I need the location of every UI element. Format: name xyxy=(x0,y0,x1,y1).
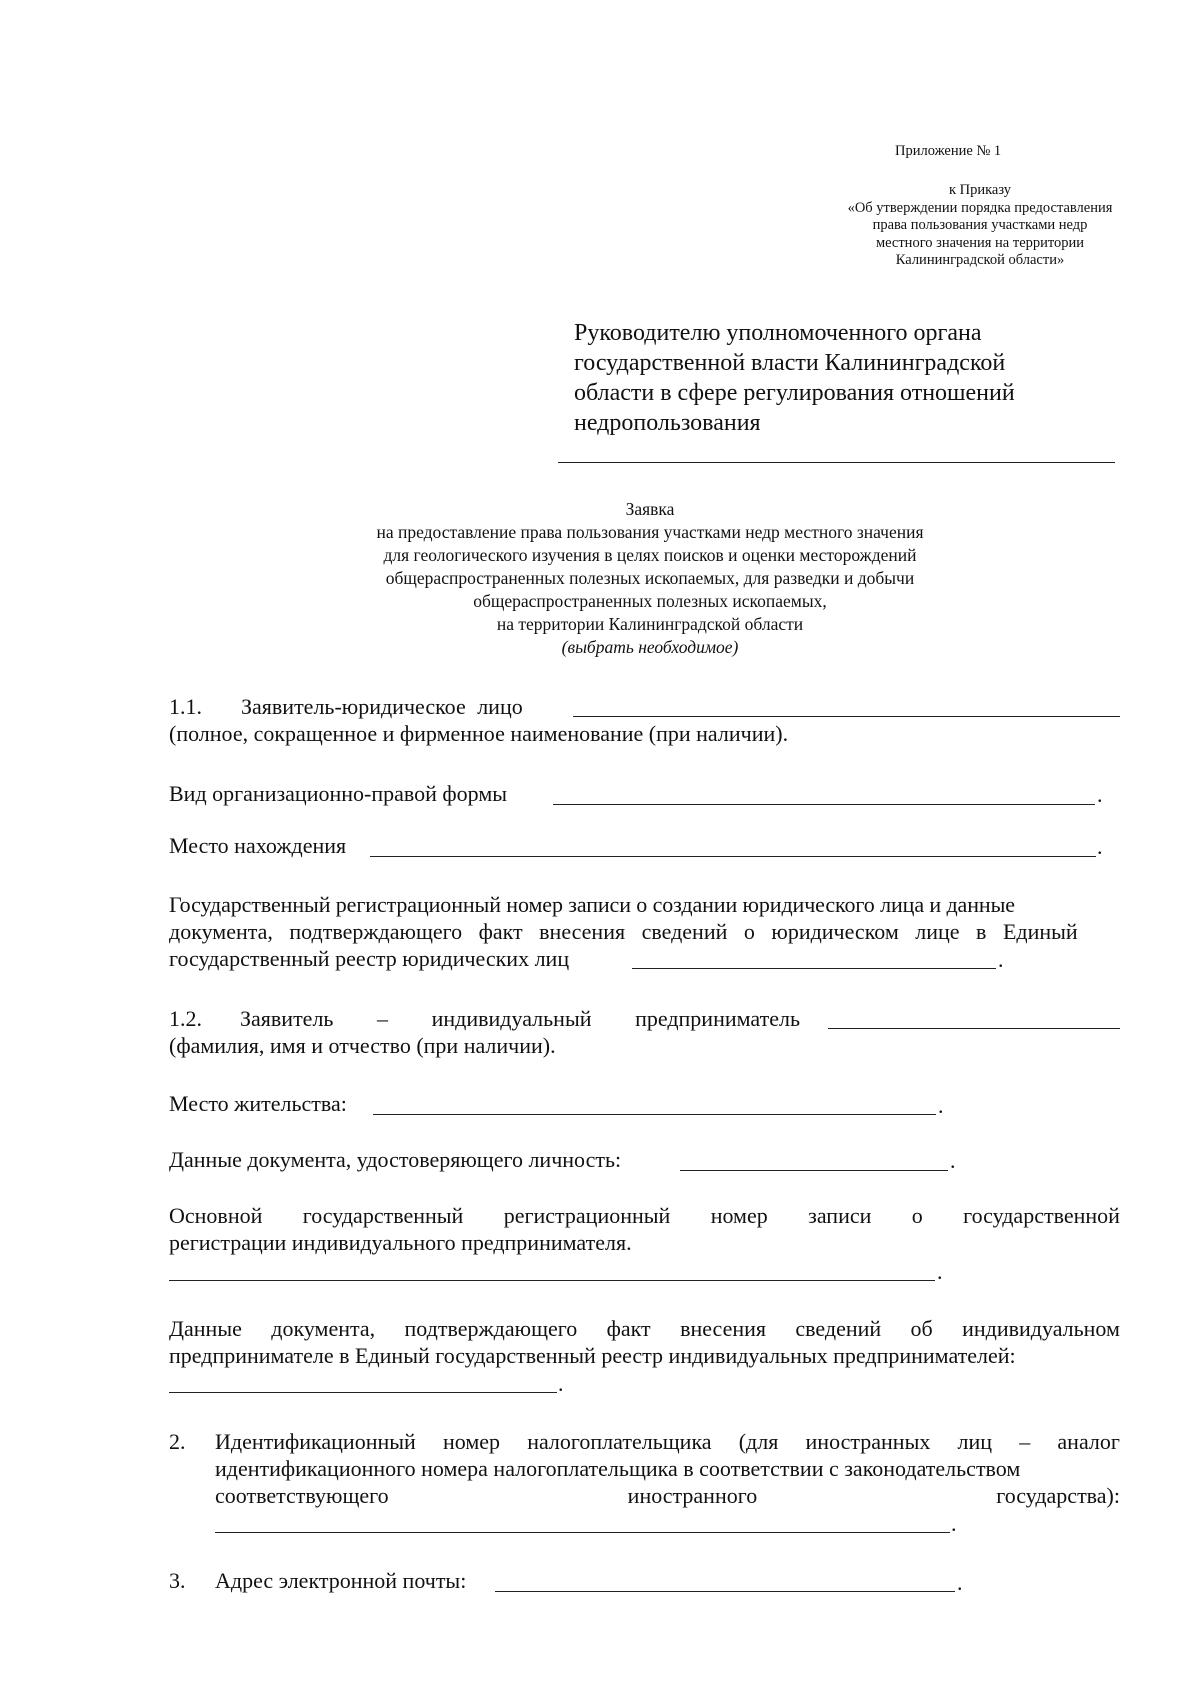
reg-number-field[interactable] xyxy=(632,946,996,969)
addressee-line: недропользования xyxy=(574,410,761,436)
text-word: (для xyxy=(738,1429,779,1454)
period: . xyxy=(937,1259,943,1284)
ogrnip-field[interactable] xyxy=(169,1258,935,1281)
entrepreneur-name-field[interactable] xyxy=(828,1006,1120,1029)
period: . xyxy=(1097,834,1103,859)
addressee-line: государственной власти Калининградской xyxy=(574,350,1006,376)
label-word: Заявитель xyxy=(240,1006,334,1031)
period: . xyxy=(938,1093,944,1118)
request-line: общераспространенных полезных ископаемых, xyxy=(473,591,827,611)
period: . xyxy=(950,1148,956,1173)
text-word: аналог xyxy=(1057,1429,1120,1454)
section-number: 1.2. xyxy=(169,1006,202,1031)
request-line: общераспространенных полезных ископаемых, для разведки и добычи xyxy=(385,568,915,588)
text-word: государственной xyxy=(963,1203,1120,1228)
addressee-line: области в сфере регулирования отношений xyxy=(574,380,1015,406)
residence-label: Место жительства: xyxy=(169,1091,347,1116)
appendix-title: Приложение № 1 xyxy=(895,143,1002,159)
period: . xyxy=(957,1570,963,1595)
ogrnip-text xyxy=(169,1202,1120,1229)
text-word: об xyxy=(910,1316,933,1341)
section-number: 1.1. xyxy=(169,694,202,719)
addressee-line: Руководителю уполномоченного органа xyxy=(574,320,982,346)
legal-entity-row xyxy=(169,693,523,720)
section-number: 3. xyxy=(169,1568,186,1593)
appendix-line: к Приказу xyxy=(948,182,1012,198)
egrip-field[interactable] xyxy=(169,1370,557,1393)
request-note: (выбрать необходимое) xyxy=(561,637,739,657)
text-word: регистрационный xyxy=(503,1203,671,1228)
org-form-label: Вид организационно-правой формы xyxy=(169,781,508,806)
appendix-reference xyxy=(815,182,1145,270)
text-word: сведений xyxy=(795,1316,882,1341)
text-word: налогоплательщика xyxy=(527,1429,712,1454)
id-doc-field[interactable] xyxy=(680,1148,948,1171)
legal-entity-name-field[interactable] xyxy=(573,694,1120,717)
inn-text-line3 xyxy=(215,1482,1120,1509)
request-title-block xyxy=(250,498,1050,659)
legal-entity-label: Заявитель-юридическое лицо xyxy=(241,694,523,719)
email-field[interactable] xyxy=(495,1569,955,1592)
inn-field[interactable] xyxy=(215,1510,950,1533)
addressee-name-field[interactable] xyxy=(558,462,1115,463)
appendix-line: местного значения на территории xyxy=(875,234,1085,251)
ogrnip-line2: регистрации индивидуального предпринимателя. xyxy=(169,1230,632,1255)
reg-number-text xyxy=(169,891,1120,918)
org-form-field[interactable] xyxy=(553,782,1095,805)
entrepreneur-hint: (фамилия, имя и отчество (при наличии). xyxy=(169,1033,556,1058)
appendix-line: Калининградской области» xyxy=(895,252,1065,268)
reg-line: государственный реестр юридических лиц xyxy=(169,946,570,971)
period: . xyxy=(998,947,1004,972)
text-word: государства): xyxy=(996,1483,1120,1508)
addressee-block xyxy=(574,318,1134,438)
text-word: лиц xyxy=(957,1429,993,1454)
text-word: иностранных xyxy=(805,1429,931,1454)
request-line: для геологического изучения в целях поисков и оценки месторождений xyxy=(383,545,917,565)
text-word: соответствующего xyxy=(215,1483,389,1508)
request-line: на территории Калининградской области xyxy=(496,614,804,634)
egrip-line2: предпринимателе в Единый государственный реестр индивидуальных предпринимателей: xyxy=(169,1343,1016,1368)
text-word: подтверждающего xyxy=(404,1316,578,1341)
text-word: номер xyxy=(442,1429,501,1454)
period: . xyxy=(558,1371,564,1396)
reg-line: документа, подтверждающего факт внесения сведений о юридическом лице в Единый xyxy=(169,919,1078,944)
text-word: внесения xyxy=(680,1316,766,1341)
text-word: номер xyxy=(710,1203,768,1228)
inn-text-line1 xyxy=(215,1428,1120,1455)
label-word: индивидуальный xyxy=(431,1006,592,1031)
residence-field[interactable] xyxy=(373,1092,936,1115)
legal-entity-hint: (полное, сокращенное и фирменное наименование (при наличии). xyxy=(169,721,789,746)
label-word: предприниматель xyxy=(635,1006,800,1031)
text-word: документа, xyxy=(271,1316,376,1341)
id-doc-label: Данные документа, удостоверяющего личность: xyxy=(169,1147,622,1172)
email-label: Адрес электронной почты: xyxy=(215,1568,467,1593)
text-word: иностранного xyxy=(627,1483,758,1508)
location-field[interactable] xyxy=(370,834,1096,857)
period: . xyxy=(1097,782,1103,807)
appendix-line: права пользования участками недр xyxy=(872,217,1088,233)
appendix-line: «Об утверждении порядка предоставления xyxy=(847,199,1113,216)
reg-line: Государственный регистрационный номер записи о создании юридического лица и данные xyxy=(169,892,1015,917)
entrepreneur-label xyxy=(240,1005,800,1032)
text-word: государственный xyxy=(302,1203,464,1228)
text-word: индивидуальном xyxy=(962,1316,1120,1341)
text-word: Данные xyxy=(169,1316,242,1341)
request-title: Заявка xyxy=(625,499,675,519)
section-number: 2. xyxy=(169,1429,186,1454)
text-word: Идентификационный xyxy=(215,1429,416,1454)
text-word: записи xyxy=(808,1203,872,1228)
text-word: о xyxy=(911,1203,923,1228)
request-line: на предоставление права пользования участками недр местного значения xyxy=(376,522,924,542)
egrip-text xyxy=(169,1315,1120,1342)
inn-text-line2: идентификационного номера налогоплательщика в соответствии с законодательством xyxy=(215,1456,1021,1481)
text-word: Основной xyxy=(169,1203,263,1228)
location-label: Место нахождения xyxy=(169,833,347,858)
text-word: факт xyxy=(606,1316,651,1341)
label-word: – xyxy=(377,1006,389,1031)
period: . xyxy=(951,1511,957,1536)
text-word: – xyxy=(1019,1429,1031,1454)
